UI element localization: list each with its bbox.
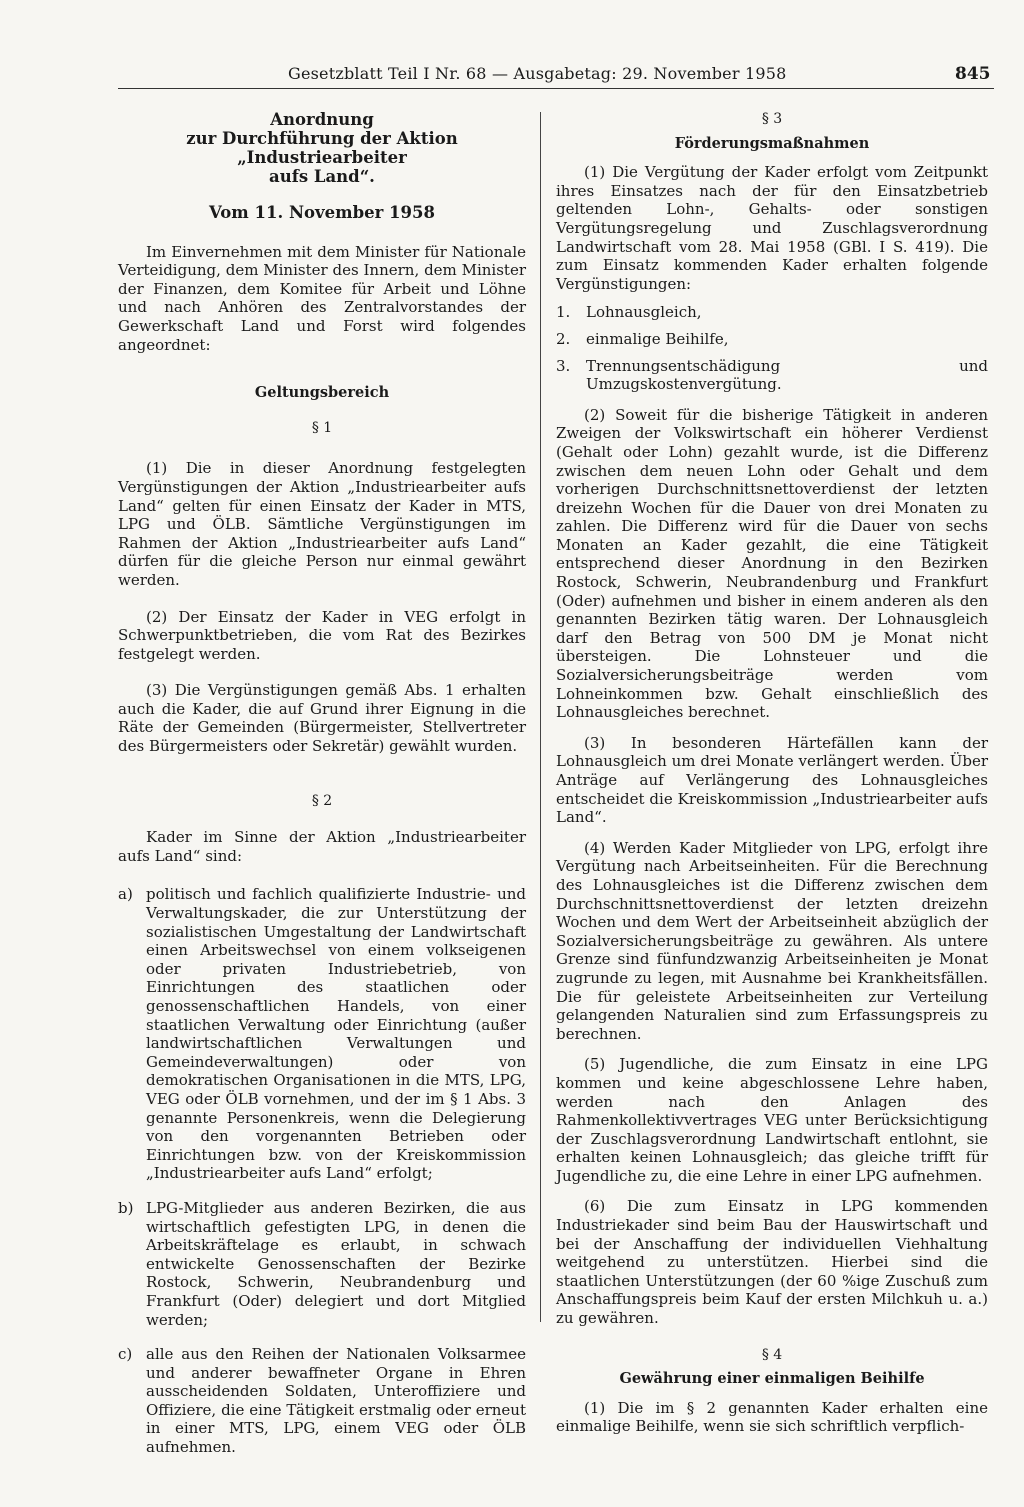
- s4-paragraph-1: (1) Die im § 2 genannten Kader erhalten eine einmalige Beihilfe, wenn sie sich schriftlich verpflich-: [556, 1398, 988, 1436]
- list-item-label: 1.: [556, 303, 571, 322]
- page-number: 845: [955, 64, 991, 84]
- title-line: zur Durchführung der Aktion „Industriearbeiter: [186, 129, 458, 167]
- section-heading-geltungsbereich: Geltungsbereich: [254, 384, 390, 402]
- list-item-text: politisch und fachlich qualifizierte Industrie- und Verwaltungskader, die zur Unterstützung der sozialistischen Umgestaltung der Landwirtschaft einen Arbeitswechsel von einem volkseigenen oder privaten Industriebetrieb, von Einrichtungen des staatlichen oder genossenschaftlichen Handels, von einer staatlichen Verwaltung oder Einrichtung (außer landwirtschaftlichen Verwaltungen und Gemeindeverwaltungen) oder von demokratischen Organisationen in die MTS, LPG, VEG oder ÖLB vornehmen, und der im § 1 Abs. 3 genannte Personenkreis, wenn die Delegierung von den vorgenannten Betrieben oder Einrichtungen bzw. von der Kreiskommission „Industriearbeiter aufs Land“ erfolgt;: [146, 885, 526, 1183]
- list-item-label: 3.: [556, 356, 571, 375]
- list-item-text: Trennungsentschädigung und Umzugskostenvergütung.: [586, 356, 988, 394]
- title-line: Anordnung: [270, 110, 374, 129]
- paragraph-symbol-3: § 3: [761, 111, 783, 127]
- list-item: [118, 1345, 526, 1457]
- list-item-label: 2.: [556, 329, 571, 348]
- list-item-text: LPG-Mitglieder aus anderen Bezirken, die aus wirtschaftlich gefestigten LPG, in denen die Arbeitskräftelage es erlaubt, in schwach entwickelte Genossenschaften der Bezirke Rostock, Schwerin, Neubrandenburg und Frankfurt (Oder) delegiert und dort Mitglied werden;: [146, 1198, 526, 1329]
- list-item: [556, 303, 988, 322]
- paragraph-symbol-4: § 4: [761, 1346, 783, 1363]
- paragraph-symbol-1: § 1: [311, 419, 333, 436]
- document-title: [118, 110, 526, 186]
- list-item: [556, 330, 988, 349]
- s3-paragraph-3: (3) In besonderen Härtefällen kann der Lohnausgleich um drei Monate verlängert werden. Über Anträge auf Verlängerung des Lohnausgleiches entscheidet die Kreiskommission „Industriearbeiter aufs Land“.: [556, 733, 988, 827]
- list-item: [556, 357, 988, 394]
- s3-paragraph-6: (6) Die zum Einsatz in LPG kommenden Industriekader sind beim Bau der Hauswirtschaft und bei der Anschaffung der individuellen Viehhaltung weitgehend zu unterstützen. Hierbei sind die staatlichen Unterstützungen (der 60 %ige Zuschuß zum Anschaffungspreis beim Kauf der ersten Milchkuh u. a.) zu gewähren.: [556, 1197, 988, 1328]
- list-item-text: alle aus den Reihen der Nationalen Volksarmee und anderer bewaffneter Organe in Ehren ausscheidenden Soldaten, Unteroffiziere und Offiziere, die eine Tätigkeit erstmalig oder erneut in einer MTS, LPG, einem VEG oder ÖLB aufnehmen.: [146, 1345, 526, 1457]
- paragraph-symbol-2: § 2: [311, 792, 333, 809]
- right-column: [556, 110, 988, 1436]
- list-item-label: a): [118, 885, 133, 904]
- s3-paragraph-5: (5) Jugendliche, die zum Einsatz in eine LPG kommen und keine abgeschlossene Lehre haben, werden nach den Anlagen des Rahmenkollektivvertrages VEG unter Berücksichtigung der Zuschlagsverordnung Landwirtschaft entlohnt, sie erhalten keinen Lohnausgleich; das gleiche trifft für Jugendliche zu, die eine Lehre in einer LPG aufnehmen.: [556, 1055, 988, 1185]
- left-column: [118, 110, 526, 1457]
- header-rule: [118, 88, 994, 89]
- list-item: [118, 885, 526, 1183]
- list-item-label: b): [118, 1198, 134, 1217]
- s3-paragraph-2: (2) Soweit für die bisherige Tätigkeit in anderen Zweigen der Volkswirtschaft ein höherer Verdienst (Gehalt oder Lohn) gezahlt wurde, ist die Differenz zwischen dem neuen Lohn oder Gehalt und dem vorherigen Durchschnittsnettoverdienst der letzten dreizehn Wochen für die Dauer von drei Monaten zu zahlen. Die Differenz wird für die Dauer von sechs Monaten an Kader gezahlt, die eine Tätigkeit entsprechend dieser Anordnung in den Bezirken Rostock, Schwerin, Neubrandenburg und Frankfurt (Oder) aufnehmen und bisher in einem anderen als den genannten Bezirken tätig waren. Der Lohnausgleich darf den Betrag von 500 DM je Monat nicht übersteigen. Die Lohnsteuer und die Sozialversicherungsbeiträge werden vom Lohneinkommen bzw. Gehalt einschließlich des Lohnausgleiches berechnet.: [556, 405, 988, 722]
- s1-paragraph-1: (1) Die in dieser Anordnung festgelegten Vergünstigungen der Aktion „Industriearbeiter aufs Land“ gelten für einen Einsatz der Kader in MTS, LPG und ÖLB. Sämtliche Vergünstigungen im Rahmen der Aktion „Industriearbeiter aufs Land“ dürfen für die gleiche Person nur einmal gewährt werden.: [118, 459, 526, 589]
- column-divider: [540, 112, 541, 1322]
- s3-paragraph-4: (4) Werden Kader Mitglieder von LPG, erfolgt ihre Vergütung nach Arbeitseinheiten. Für die Berechnung des Lohnausgleiches ist die Differenz zwischen dem Durchschnittsnettoverdienst der letzten dreizehn Wochen und dem Wert der Arbeitseinheit abzüglich der Sozialversicherungsbeiträge zu gewähren. Als untere Grenze sind fünfundzwanzig Arbeitseinheiten je Monat zugrunde zu legen, mit Ausnahme bei Krankheitsfällen. Die für geleistete Arbeitseinheiten zur Verteilung gelangenden Naturalien sind zum Erfassungspreis zu berechnen.: [556, 838, 988, 1043]
- running-header: Gesetzblatt Teil I Nr. 68 — Ausgabetag: 29. November 1958: [288, 64, 787, 83]
- s2-intro: Kader im Sinne der Aktion „Industriearbeiter aufs Land“ sind:: [118, 828, 526, 865]
- section-heading-foerderung: Förderungsmaßnahmen: [674, 134, 870, 152]
- section-heading-beihilfe: Gewährung einer einmaligen Beihilfe: [619, 1370, 925, 1388]
- preamble: Im Einvernehmen mit dem Minister für Nationale Verteidigung, dem Minister des Innern, dem Minister der Finanzen, dem Komitee für Arbeit und Löhne und nach Anhören des Zentralvorstandes der Gewerkschaft Land und Forst wird folgendes angeordnet:: [118, 242, 526, 354]
- list-item-label: c): [118, 1345, 133, 1364]
- list-item: [118, 1199, 526, 1329]
- s3-paragraph-1: (1) Die Vergütung der Kader erfolgt vom Zeitpunkt ihres Einsatzes nach der für den Einsatzbetrieb geltenden Lohn-, Gehalts- oder sonstigen Vergütungsregelung und Zuschlagsverordnung Landwirtschaft vom 28. Mai 1958 (GBl. I S. 419). Die zum Einsatz kommenden Kader erhalten folgende Vergünstigungen:: [556, 163, 988, 293]
- list-item-text: einmalige Beihilfe,: [586, 329, 729, 348]
- s1-paragraph-2: (2) Der Einsatz der Kader in VEG erfolgt in Schwerpunktbetrieben, die vom Rat des Bezirkes festgelegt werden.: [118, 607, 526, 663]
- document-date: Vom 11. November 1958: [209, 203, 435, 222]
- s1-paragraph-3: (3) Die Vergünstigungen gemäß Abs. 1 erhalten auch die Kader, die auf Grund ihrer Eignung in die Räte der Gemeinden (Bürgermeister, Stellvertreter des Bürgermeisters oder Sekretär) gewählt wurden.: [118, 681, 526, 756]
- title-line: aufs Land“.: [269, 167, 375, 186]
- list-item-text: Lohnausgleich,: [586, 303, 702, 322]
